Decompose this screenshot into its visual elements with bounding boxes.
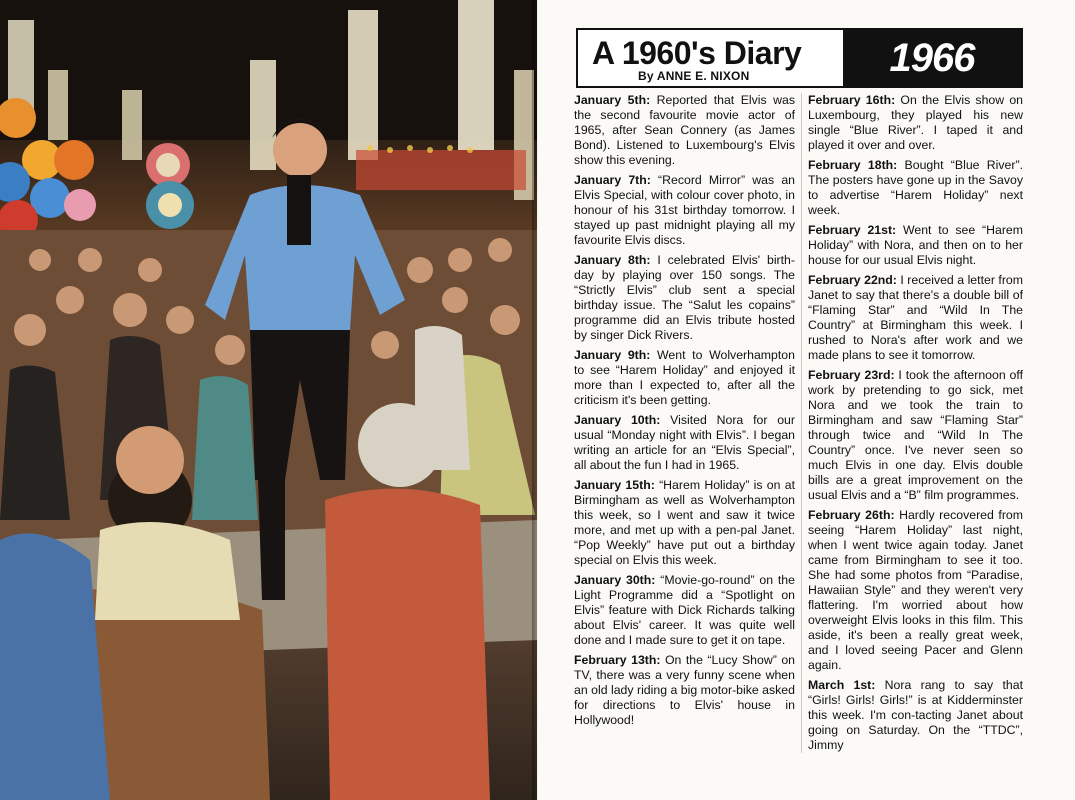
entry-text: Visited Nora for our usual “Monday night with Elvis”. I began writing an article for an “Elvis Special”, all about the fun I had in 1965.: [574, 413, 795, 472]
entry-date: January 30th:: [574, 573, 656, 587]
diary-entry: [574, 478, 795, 568]
diary-entry: [808, 508, 1023, 673]
entry-text: “Movie-go-round” on the Light Programme did a “Spotlight on Elvis” feature with Dick Richards talking about Elvis' career. It was quite well done and I made sure to get it on tape.: [574, 573, 795, 647]
entry-text: I celebrated Elvis' birth-day by playing over 150 songs. The “Strictly Elvis” club sent a special birthday issue. The “Salut les copains” programme did an Elvis tribute hosted by singer Dick Rivers.: [574, 253, 795, 342]
diary-entry: [574, 413, 795, 473]
entry-text: “Harem Holiday” is on at Birmingham as well as Wolverhampton this week, so I went and saw it twice more, and met up with a pen-pal Janet. “Pop Weekly” have put out a birthday special on Elvis this week.: [574, 478, 795, 567]
concert-photo: [0, 0, 537, 800]
entry-text: Reported that Elvis was the second favourite movie actor of 1965, after Sean Connery (as James Bond). Listened to Luxembourg's Elvis show this evening.: [574, 93, 795, 167]
entry-text: Hardly recovered from seeing “Harem Holiday” last night, when I went twice again today. Janet came from Birmingham to see it too. She had some photos from “Paradise, Hawaiian Style” and they weren't very flattering. I'm worried about how overweight Elvis looks in this film. This aside, it's been a really great week, and I loved seeing Pacer and Glenn again.: [808, 508, 1023, 672]
entry-text: I received a letter from Janet to say that there's a double bill of “Flaming Star” and “Wild In The Country” at Birmingham this week. I rushed to Nora's after work and we made plans to see it tomorrow.: [808, 273, 1023, 362]
diary-entry: [808, 678, 1023, 753]
entry-date: January 10th:: [574, 413, 661, 427]
diary-entry: [574, 348, 795, 408]
masthead: [576, 28, 1023, 88]
entry-text: On the Elvis show on Luxembourg, they played his new single “Blue River”. I taped it and played it over and over.: [808, 93, 1023, 152]
column-divider: [801, 93, 802, 753]
entry-date: January 5th:: [574, 93, 651, 107]
entry-date: February 26th:: [808, 508, 895, 522]
entry-date: February 23rd:: [808, 368, 895, 382]
diary-entry: [808, 368, 1023, 503]
diary-entry: [808, 223, 1023, 268]
entry-date: February 21st:: [808, 223, 897, 237]
entry-date: February 13th:: [574, 653, 661, 667]
diary-entry: [574, 653, 795, 728]
diary-column-right: [808, 93, 1023, 793]
page-title: A 1960's Diary: [592, 35, 802, 71]
entry-date: January 15th:: [574, 478, 655, 492]
entry-text: Nora rang to say that “Girls! Girls! Girls!” is at Kidderminster this week. I'm con-tacting Janet about going on Saturday. On the “TTDC”, Jimmy: [808, 678, 1023, 752]
year-badge: 1966: [843, 30, 1021, 86]
entry-date: January 7th:: [574, 173, 651, 187]
diary-column-left: [574, 93, 795, 793]
diary-entry: [574, 93, 795, 168]
entry-date: January 8th:: [574, 253, 651, 267]
diary-entry: [574, 573, 795, 648]
diary-entry: [808, 158, 1023, 218]
entry-date: February 18th:: [808, 158, 898, 172]
entry-text: Bought “Blue River”. The posters have gone up in the Savoy to advertise “Harem Holiday” next week.: [808, 158, 1023, 217]
author-byline: By ANNE E. NIXON: [638, 69, 750, 83]
entry-date: January 9th:: [574, 348, 651, 362]
entry-text: “Record Mirror” was an Elvis Special, with colour cover photo, in honour of his 31st birthday tomorrow. I stayed up past midnight playing all my favourite Elvis discs.: [574, 173, 795, 247]
entry-text: I took the afternoon off work by pretending to go sick, met Nora and we took the train to Birmingham and saw “Flaming Star” through twice and “Wild In The Country” once. I've never seen so much Elvis in one day. Elvis double bills are a great improvement on the usual Elvis and a “B” film programmes.: [808, 368, 1023, 502]
diary-entry: [808, 93, 1023, 153]
entry-text: Went to Wolverhampton to see “Harem Holiday” and enjoyed it more than I expected to, after all the criticism it's been getting.: [574, 348, 795, 407]
entry-text: On the “Lucy Show” on TV, there was a very funny scene when an old lady riding a big motor-bike asked for directions to Elvis' house in Hollywood!: [574, 653, 795, 727]
diary-entry: [574, 173, 795, 248]
concert-crowd-photo-icon: [0, 0, 537, 800]
entry-date: February 22nd:: [808, 273, 897, 287]
entry-text: Went to see “Harem Holiday” with Nora, and then on to her house for our usual Elvis night.: [808, 223, 1023, 267]
diary-entry: [574, 253, 795, 343]
entry-date: March 1st:: [808, 678, 876, 692]
entry-date: February 16th:: [808, 93, 896, 107]
diary-entry: [808, 273, 1023, 363]
